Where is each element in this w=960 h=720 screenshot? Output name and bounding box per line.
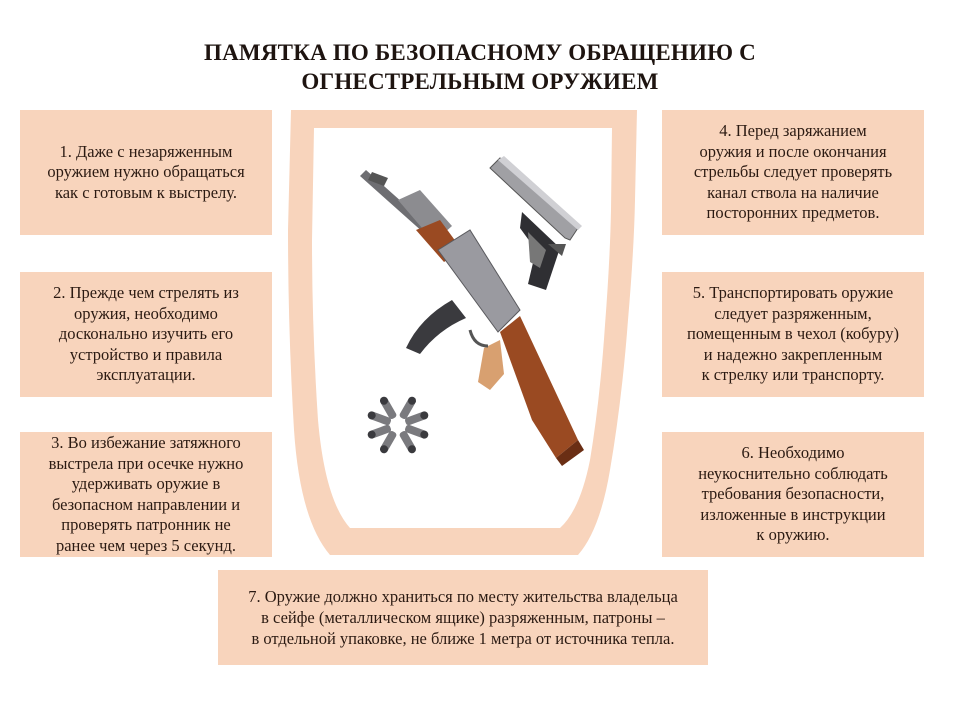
rule-text-4: 4. Перед заряжанием оружия и после окончания стрельбы следует проверять канал ствола на наличие посторонних предметов. bbox=[693, 121, 893, 223]
rule-text-1: 1. Даже с незаряженным оружием нужно обращаться как с готовым к выстрелу. bbox=[47, 141, 245, 202]
rule-text-7: 7. Оружие должно храниться по месту жительства владельца в сейфе (металлическом ящике) разряженным, патроны – в отдельной упаковке, не ближе 1 метра от источника тепла. bbox=[248, 587, 678, 648]
title-line-2: ОГНЕСТРЕЛЬНЫМ ОРУЖИЕМ bbox=[301, 69, 659, 94]
rule-text-5: 5. Транспортировать оружие следует разряженным, помещенным в чехол (кобуру) и надежно закрепленным к стрелку или транспорту. bbox=[687, 283, 899, 385]
rule-text-6: 6. Необходимо неукоснительно соблюдать требования безопасности, изложенные в инструкции к оружию. bbox=[698, 443, 888, 545]
shield-inner bbox=[312, 128, 612, 528]
rule-text-3: 3. Во избежание затяжного выстрела при осечке нужно удерживать оружие в безопасном направлении и проверять патронник не ранее чем через 5 секунд. bbox=[48, 433, 244, 555]
title-line-1: ПАМЯТКА ПО БЕЗОПАСНОМУ ОБРАЩЕНИЮ С bbox=[204, 40, 756, 65]
rule-text-2: 2. Прежде чем стрелять из оружия, необходимо досконально изучить его устройство и правила эксплуатации. bbox=[53, 283, 239, 385]
